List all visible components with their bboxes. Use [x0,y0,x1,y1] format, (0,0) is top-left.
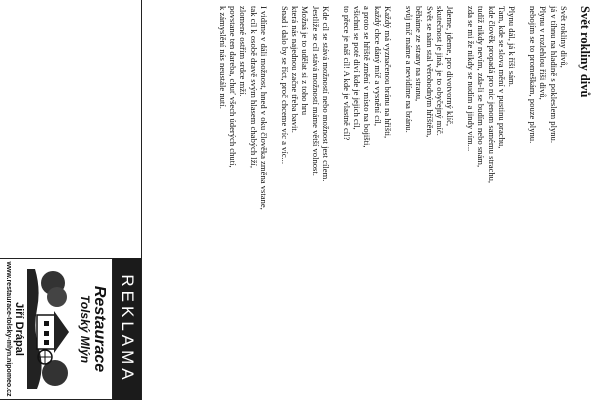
stanza [403,6,455,366]
poem-line: zlomené ostřím srdce mží. [238,6,249,97]
poem-line: Jdeme, jdeme, pro divotvorný klíč, [445,6,456,127]
poem-line: Tam, kde se slova mění v pustinu prachu, [496,6,507,149]
poem-line: Možná je to udělat si z toho hru [300,6,311,116]
stanza [217,6,269,366]
poem-line: Každý má vyznačenou bránu na hřišti, [383,6,394,139]
poem-title: Svět rokliny divů [578,6,592,98]
poem-line: já v tíhnu na hladině s pokleslem plynu. [548,6,559,144]
advertisement [0,0,142,400]
poem-line: nebojím se to promeškám, pouze plynu. [527,6,538,144]
ad-website: www.restaurace-tolsky-mlyn.nipomeo.cz [5,261,12,397]
poem-line: Jestliže se cíl stává možností máme větší volnost. [310,6,321,176]
poem-line: Kde cíl se stává možností nebo možnost jest cílem. [321,6,332,182]
ad-banner: REKLAMA [113,258,141,400]
poem-line: kde člověk propadá pro nic jenom samému strachu, [486,6,497,184]
poem-stanzas [217,6,569,366]
poem-line: která nás najednou začne třeba bavit. [290,6,301,133]
ad-owner: Jiří Drápal [13,302,25,356]
poem-line: povstane ten dareba, chuť všech úderých chutí, [228,6,239,168]
poem-line: Plynu dál, já k říši sám. [507,6,518,87]
mill-illustration [27,269,75,389]
poem-line: běháme ze strany na stranu, [414,6,425,102]
stanza [279,6,331,366]
poem-line: skutečnost je jiná, je to obyčejný míč. [434,6,445,136]
poem-line: zda se mi že nikdy se nudím a jindy vím... [465,6,476,152]
poem-line: každý chce dáný míč a vysnění cíl, [372,6,383,127]
stanza [527,6,569,366]
poem-line: tudíž nikdy nevím, zda-li se budím nebo snám, [476,6,487,168]
poem-line: to přece je náš cíl! A kde je vlastně cíl? [341,6,352,141]
poem-line: všichni se poté diví kde je jejich cíl, [352,6,363,130]
stanza [341,6,393,366]
poem-line: k zámyslění nás neustále nutí. [217,6,228,109]
poem-line: tak cíl k osobě dravě svým hlasem chabých lží, [248,6,259,169]
poem [152,6,592,366]
poem-line: svůj míč máme a nevidíme na bránu. [403,6,414,133]
poem-line: Svět se nám stal věrohodným hříštěm, [424,6,435,138]
ad-subtitle: Tolský Mlýn [78,294,92,364]
ad-box [0,258,113,400]
poem-line: I vidíme v dáli možnost, hned v oku člověka změna vstane, [259,6,270,210]
poem-line: Plynu v rozlehlou říši divů, [538,6,549,100]
poem-line: Snad i dalo by se říct, proč chceme víc a víc... [279,6,290,164]
stanza [465,6,517,366]
poem-line: Svět rokliny divů, [559,6,569,68]
ad-title: Restaurace [91,285,108,373]
poem-line: a proto se hřiště změní v místo na bojišti, [362,6,373,148]
